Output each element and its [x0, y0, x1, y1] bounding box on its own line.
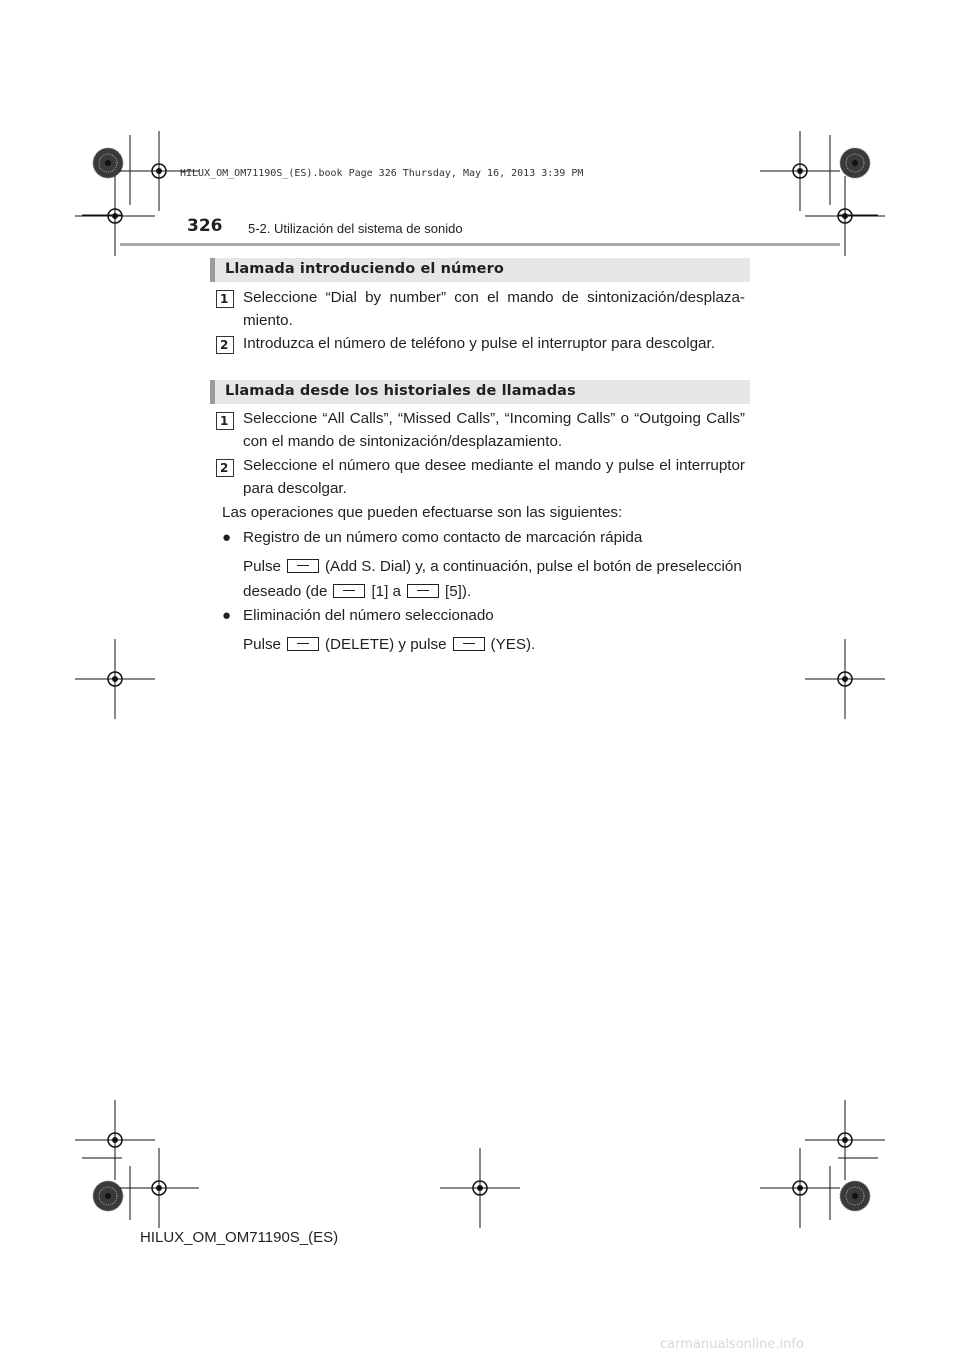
step-number-badge: 2 [216, 459, 234, 477]
chapter-title: 5-2. Utilización del sistema de sonido [248, 221, 463, 236]
instruction-text: Pulse [243, 558, 281, 575]
operations-intro: Las operaciones que pueden efectuarse son las siguientes: [222, 504, 623, 521]
section-heading-dial-number [210, 258, 750, 282]
button-icon [287, 559, 319, 573]
header-rule [120, 243, 840, 246]
watermark: carmanualsonline.info [660, 1337, 804, 1352]
book-stamp: HILUX_OM_OM71190S_(ES).book Page 326 Thursday, May 16, 2013 3:39 PM [180, 168, 584, 179]
document-id: HILUX_OM_OM71190S_(ES) [140, 1229, 339, 1246]
instruction-text: (YES). [490, 636, 536, 653]
instruction-text: (DELETE) y pulse [325, 636, 447, 653]
step-text: Seleccione “Dial by number” con el mando de sintonización/desplaza-miento. [243, 289, 745, 329]
instruction-line [243, 558, 742, 575]
step-number-badge: 1 [216, 412, 234, 430]
instruction-text: [1] a [371, 583, 402, 600]
step-text: Introduzca el número de teléfono y pulse el interruptor para descolgar. [243, 335, 715, 352]
page-number: 326 [187, 216, 223, 236]
section-title: Llamada desde los historiales de llamadas [225, 383, 576, 399]
bullet-icon: ● [222, 607, 232, 624]
instruction-text: (Add S. Dial) y, a continuación, pulse el botón de preselección [325, 558, 742, 575]
button-icon [453, 637, 485, 651]
instruction-text: [5]). [445, 583, 472, 600]
button-icon [407, 584, 439, 598]
instruction-text: deseado (de [243, 583, 328, 600]
button-icon [333, 584, 365, 598]
step-text: Seleccione “All Calls”, “Missed Calls”, “Incoming Calls” o “Outgoing Calls” con el mando de sintonización/desplazamiento. [243, 410, 745, 450]
section-heading-call-history [210, 380, 750, 404]
step-number-badge: 2 [216, 336, 234, 354]
bullet-icon: ● [222, 529, 232, 546]
section-title: Llamada introduciendo el número [225, 261, 504, 277]
instruction-line [243, 636, 535, 653]
button-icon [287, 637, 319, 651]
instruction-text: Pulse [243, 636, 281, 653]
bullet-title: Eliminación del número seleccionado [243, 607, 494, 624]
instruction-line [243, 583, 471, 600]
step-text: Seleccione el número que desee mediante el mando y pulse el interruptor para descolgar. [243, 457, 745, 497]
step-number-badge: 1 [216, 290, 234, 308]
bullet-title: Registro de un número como contacto de marcación rápida [243, 529, 643, 546]
